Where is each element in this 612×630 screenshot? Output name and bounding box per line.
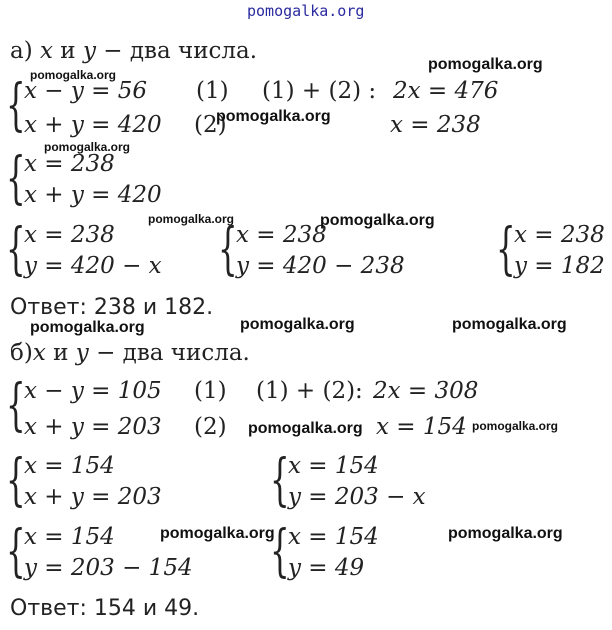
part-a-var-y: y: [82, 38, 96, 64]
part-a-answer-label: Ответ:: [10, 295, 87, 320]
part-a-sys3-brace: {: [6, 217, 26, 282]
watermark: pomogalka.org: [452, 316, 567, 333]
part-b-sys3-brace: {: [270, 448, 290, 513]
part-a-sys3-eq1: x = 238: [24, 222, 115, 248]
part-a-sys1-eq2: x + y = 420: [24, 112, 162, 138]
part-a-answer: [10, 297, 213, 319]
part-b-sys5-eq2: y = 49: [288, 555, 365, 581]
part-a-tag2: (2): [194, 112, 227, 138]
watermark: pomogalka.org: [160, 525, 275, 542]
watermark: pomogalka.org: [320, 212, 435, 229]
part-b-sys1-eq1: x − y = 105: [24, 378, 162, 404]
part-b-tag1: (1): [194, 378, 227, 404]
part-a-sys4-brace: {: [218, 217, 238, 282]
part-b-sys3-eq1: x = 154: [288, 453, 379, 479]
part-b-sys2-eq2: x + y = 203: [24, 484, 162, 510]
part-a-sys2-brace: {: [6, 146, 26, 211]
part-a-sys2-eq1: x = 238: [24, 151, 115, 177]
part-a-label: а): [10, 38, 33, 64]
part-b-heading-rest: − два числа.: [96, 340, 250, 366]
part-b-conj: и: [53, 340, 69, 366]
part-b-sys2-brace: {: [6, 448, 26, 513]
part-a-sys4-eq1: x = 238: [236, 222, 327, 248]
part-a-conj: и: [60, 38, 76, 64]
part-a-answer-value: 238 и 182.: [93, 295, 214, 320]
part-a-sys5-eq1: x = 238: [514, 222, 605, 248]
part-b-heading: [10, 342, 250, 365]
watermark: pomogalka.org: [428, 56, 543, 73]
watermark: pomogalka.org: [472, 419, 559, 433]
watermark: pomogalka.org: [240, 316, 355, 333]
watermark: pomogalka.org: [44, 140, 131, 154]
part-b-answer: [10, 598, 199, 620]
part-a-sys3-eq2: y = 420 − x: [24, 253, 162, 279]
part-b-answer-value: 154 и 49.: [93, 596, 200, 621]
part-a-op-label: (1) + (2) :: [262, 78, 377, 104]
part-b-op-solution: x = 154: [376, 414, 467, 440]
part-a-sys2-eq2: x + y = 420: [24, 182, 162, 208]
part-b-sys2-eq1: x = 154: [24, 453, 115, 479]
part-b-sys5-eq1: x = 154: [288, 524, 379, 550]
part-b-var-x: x: [32, 340, 46, 366]
part-b-sys3-eq2: y = 203 − x: [288, 484, 426, 510]
part-a-op-result: 2x = 476: [393, 78, 499, 104]
part-b-label: б): [10, 340, 33, 366]
watermark: pomogalka.org: [216, 108, 331, 125]
part-b-sys4-eq2: y = 203 − 154: [24, 555, 193, 581]
part-a-op-solution: x = 238: [390, 112, 481, 138]
part-a-sys5-eq2: y = 182: [514, 253, 605, 279]
part-a-sys1-eq1: x − y = 56: [24, 78, 148, 104]
watermark: pomogalka.org: [248, 420, 363, 437]
part-b-sys4-brace: {: [6, 519, 26, 584]
part-a-heading-rest: − два числа.: [103, 38, 258, 64]
part-a-sys5-brace: {: [496, 217, 516, 282]
part-b-op-result: 2x = 308: [373, 378, 479, 404]
part-a-heading: [10, 40, 257, 63]
part-b-tag2: (2): [194, 414, 227, 440]
part-a-tag1: (1): [196, 78, 229, 104]
part-b-var-y: y: [75, 340, 89, 366]
watermark: pomogalka.org: [30, 319, 145, 336]
watermark: pomogalka.org: [448, 525, 563, 542]
part-b-op-label: (1) + (2):: [256, 378, 363, 404]
watermark: pomogalka.org: [148, 212, 235, 226]
part-b-sys1-eq2: x + y = 203: [24, 414, 162, 440]
part-b-answer-label: Ответ:: [10, 596, 87, 621]
part-b-sys4-eq1: x = 154: [24, 524, 115, 550]
part-a-sys1-brace: {: [6, 73, 26, 138]
part-a-var-x: x: [40, 38, 53, 64]
top-watermark: pomogalka.org: [247, 2, 365, 20]
part-b-sys1-brace: {: [6, 373, 26, 438]
part-a-sys4-eq2: y = 420 − 238: [236, 253, 405, 279]
watermark: pomogalka.org: [30, 68, 117, 82]
part-b-sys5-brace: {: [270, 519, 290, 584]
